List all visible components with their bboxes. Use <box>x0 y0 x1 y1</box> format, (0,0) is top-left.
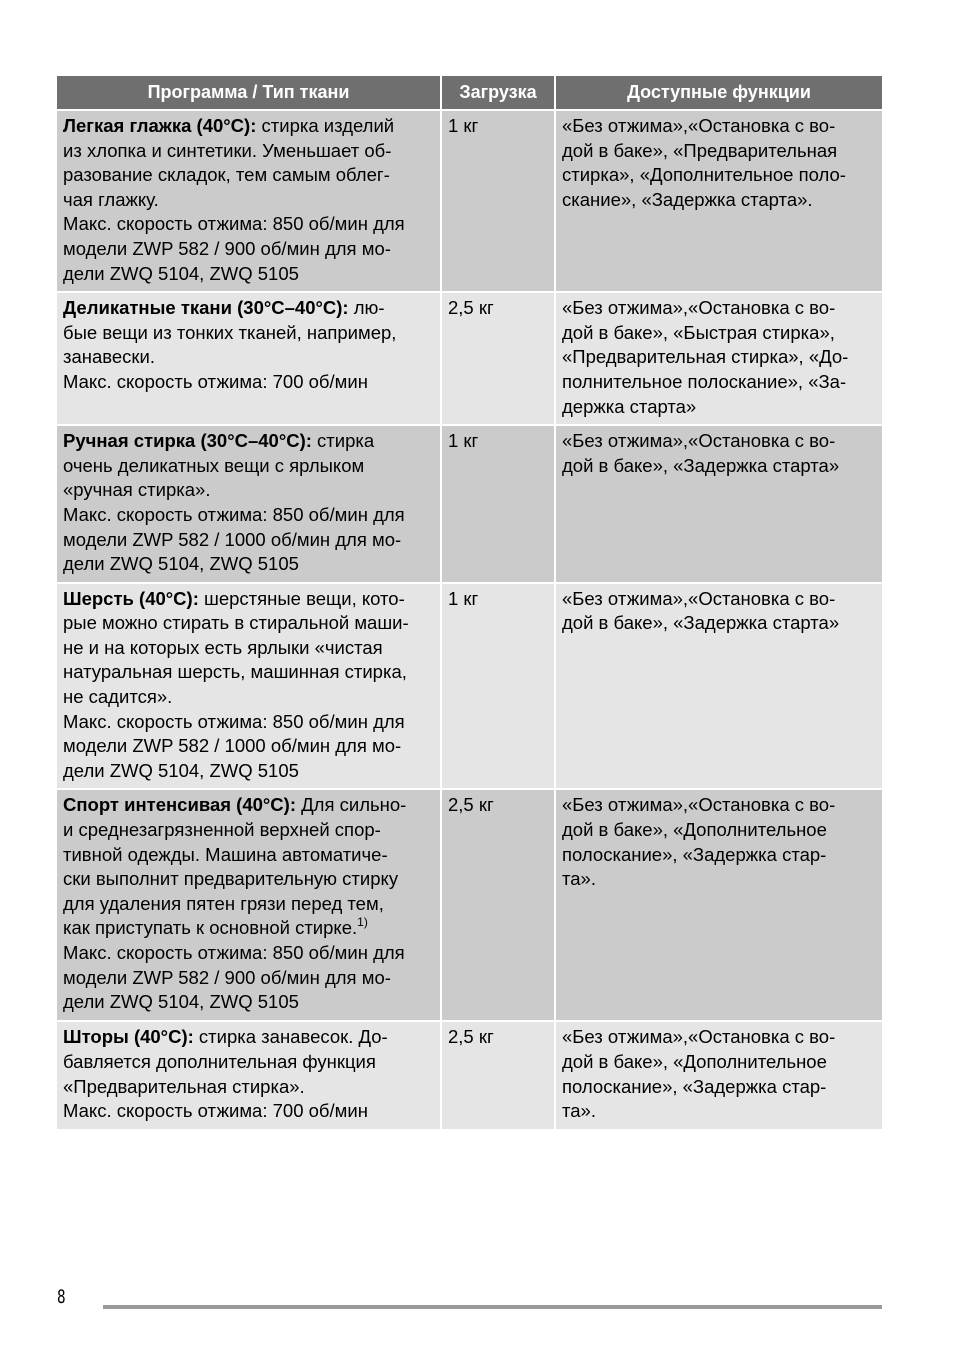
table-row <box>57 109 882 291</box>
footnote-mark: 1) <box>357 915 368 930</box>
program-text-line <box>63 503 434 528</box>
functions-text-line: «Предварительная стирка», «До- <box>562 346 849 368</box>
program-text-line <box>63 660 434 685</box>
table-row <box>57 291 882 424</box>
program-description: «Предварительная стирка». <box>63 1075 305 1097</box>
program-text-line <box>63 237 434 262</box>
program-text-line <box>63 429 434 454</box>
program-description: натуральная шерсть, машинная стирка, <box>63 661 407 683</box>
program-description: очень деликатных вещи с ярлыком <box>63 454 365 476</box>
program-description: для удаления пятен грязи перед тем, <box>63 892 384 914</box>
program-text-line <box>63 990 434 1015</box>
program-text-line <box>63 345 434 370</box>
program-description: стирка занавесок. До- <box>193 1026 388 1048</box>
program-text-line <box>63 370 434 395</box>
program-description: шерстяные вещи, кото- <box>198 587 405 609</box>
table-row <box>57 788 882 1020</box>
functions-text-line: дой в баке», «Дополнительное <box>562 819 827 841</box>
program-text-line <box>63 843 434 868</box>
program-text-line <box>63 163 434 188</box>
program-text-line <box>63 1099 434 1124</box>
program-description: стирка <box>311 430 375 452</box>
table-row <box>57 1020 882 1128</box>
functions-text-line: «Без отжима»,«Остановка с во- <box>562 1026 836 1048</box>
program-description: Макс. скорость отжима: 700 об/мин <box>63 370 368 392</box>
program-text-line <box>63 478 434 503</box>
functions-text-line: «Без отжима»,«Остановка с во- <box>562 587 836 609</box>
program-cell <box>57 291 442 424</box>
functions-text-line: дой в баке», «Задержка старта» <box>562 454 840 476</box>
program-text-line <box>63 262 434 287</box>
program-text-line <box>63 611 434 636</box>
program-text-line <box>63 321 434 346</box>
program-title: Спорт интенсивая (40°C): <box>63 794 296 816</box>
functions-text-line: дой в баке», «Дополнительное <box>562 1051 827 1073</box>
program-description: бавляется дополнительная функция <box>63 1051 376 1073</box>
program-description: из хлопка и синтетики. Уменьшает об- <box>63 139 392 161</box>
program-text-line <box>63 710 434 735</box>
page-number: 8 <box>57 1286 66 1308</box>
program-text-line <box>63 587 434 612</box>
program-text-line <box>63 941 434 966</box>
program-description: Макс. скорость отжима: 850 об/мин для <box>63 942 405 963</box>
program-text-line <box>63 636 434 661</box>
functions-text-line: дой в баке», «Быстрая стирка», <box>562 321 835 343</box>
program-description: не садится». <box>63 686 173 708</box>
functions-text-line: «Без отжима»,«Остановка с во- <box>562 115 836 136</box>
functions-text-line: дой в баке», «Задержка старта» <box>562 612 840 634</box>
program-cell <box>57 788 442 1020</box>
program-text-line <box>63 867 434 892</box>
load-cell: 2,5 кг <box>442 1020 556 1128</box>
program-text-line <box>63 212 434 237</box>
load-cell: 1 кг <box>442 582 556 789</box>
program-description: Макс. скорость отжима: 700 об/мин <box>63 1100 368 1122</box>
table-row <box>57 582 882 789</box>
program-text-line <box>63 818 434 843</box>
functions-text-line: та». <box>562 868 596 890</box>
functions-text-line: полоскание», «Задержка стар- <box>562 843 827 865</box>
program-description: «ручная стирка». <box>63 479 211 501</box>
program-text-line <box>63 892 434 917</box>
program-title: Деликатные ткани (30°C–40°C): <box>63 297 349 319</box>
program-description: чая глажку. <box>63 188 159 210</box>
program-text-line <box>63 114 434 139</box>
program-title: Ручная стирка (30°C–40°C): <box>63 430 312 452</box>
program-description: модели ZWP 582 / 900 об/мин для мо- <box>63 966 391 988</box>
program-description: Для сильно- <box>296 794 407 816</box>
program-text-line <box>63 966 434 991</box>
functions-text-line: та». <box>562 1100 596 1122</box>
program-description: ски выполнит предварительную стирку <box>63 868 399 890</box>
program-cell <box>57 424 442 582</box>
program-text-line <box>63 685 434 710</box>
program-description: лю- <box>348 297 385 319</box>
program-description: Макс. скорость отжима: 850 об/мин для <box>63 710 405 732</box>
functions-text-line: полоскание», «Задержка стар- <box>562 1075 827 1097</box>
program-text-line <box>63 528 434 553</box>
program-description: рые можно стирать в стиральной маши- <box>63 612 409 634</box>
functions-cell <box>556 1020 882 1128</box>
program-description: модели ZWP 582 / 1000 об/мин для мо- <box>63 528 402 550</box>
program-description: Макс. скорость отжима: 850 об/мин для <box>63 503 405 525</box>
program-description: дели ZWQ 5104, ZWQ 5105 <box>63 262 299 284</box>
program-text-line <box>63 1075 434 1100</box>
functions-text-line: «Без отжима»,«Остановка с во- <box>562 297 836 319</box>
program-title: Легкая глажка (40°C): <box>63 115 257 136</box>
program-description: стирка изделий <box>256 115 395 136</box>
program-description: разование складок, тем самым облег- <box>63 164 390 186</box>
program-cell <box>57 582 442 789</box>
program-text-line <box>63 1025 434 1050</box>
functions-cell <box>556 582 882 789</box>
program-description: как приступать к основной стирке. <box>63 917 358 939</box>
program-description: дели ZWQ 5104, ZWQ 5105 <box>63 553 299 575</box>
functions-text-line: держка старта» <box>562 395 697 417</box>
program-description: Макс. скорость отжима: 850 об/мин для <box>63 213 405 235</box>
program-text-line <box>63 454 434 479</box>
table-row <box>57 424 882 582</box>
functions-text-line: дой в баке», «Предварительная <box>562 139 838 161</box>
functions-text-line: «Без отжима»,«Остановка с во- <box>562 794 836 816</box>
functions-text-line: полнительное полоскание», «За- <box>562 370 847 392</box>
functions-text-line: скание», «Задержка старта». <box>562 188 813 210</box>
functions-cell <box>556 291 882 424</box>
program-cell <box>57 1020 442 1128</box>
load-cell: 2,5 кг <box>442 788 556 1020</box>
program-description: дели ZWQ 5104, ZWQ 5105 <box>63 991 299 1013</box>
program-text-line <box>63 139 434 164</box>
program-text-line <box>63 552 434 577</box>
program-description: не и на которых есть ярлыки «чистая <box>63 636 383 658</box>
program-text-line <box>63 296 434 321</box>
program-text-line <box>63 1050 434 1075</box>
table-header-row <box>57 76 882 109</box>
functions-text-line: стирка», «Дополнительное поло- <box>562 164 846 186</box>
header-functions: Доступные функции <box>556 76 882 109</box>
program-description: модели ZWP 582 / 900 об/мин для мо- <box>63 237 391 259</box>
programs-table <box>57 76 882 1129</box>
footer-rule <box>103 1305 882 1309</box>
program-text-line <box>63 916 434 941</box>
program-description: тивной одежды. Машина автоматиче- <box>63 843 388 865</box>
functions-cell <box>556 109 882 291</box>
program-description: модели ZWP 582 / 1000 об/мин для мо- <box>63 735 402 757</box>
program-description: дели ZWQ 5104, ZWQ 5105 <box>63 759 299 781</box>
functions-text-line: «Без отжима»,«Остановка с во- <box>562 430 836 452</box>
load-cell: 2,5 кг <box>442 291 556 424</box>
load-cell: 1 кг <box>442 109 556 291</box>
program-text-line <box>63 793 434 818</box>
program-text-line <box>63 759 434 784</box>
header-program: Программа / Тип ткани <box>57 76 442 109</box>
program-description: занавески. <box>63 346 156 368</box>
program-text-line <box>63 734 434 759</box>
program-description: и среднезагрязненной верхней спор- <box>63 819 381 841</box>
program-title: Шерсть (40°C): <box>63 587 199 609</box>
program-cell <box>57 109 442 291</box>
program-description: бые вещи из тонких тканей, например, <box>63 321 397 343</box>
functions-cell <box>556 788 882 1020</box>
load-cell: 1 кг <box>442 424 556 582</box>
program-text-line <box>63 188 434 213</box>
header-load: Загрузка <box>442 76 556 109</box>
program-title: Шторы (40°C): <box>63 1026 194 1048</box>
functions-cell <box>556 424 882 582</box>
